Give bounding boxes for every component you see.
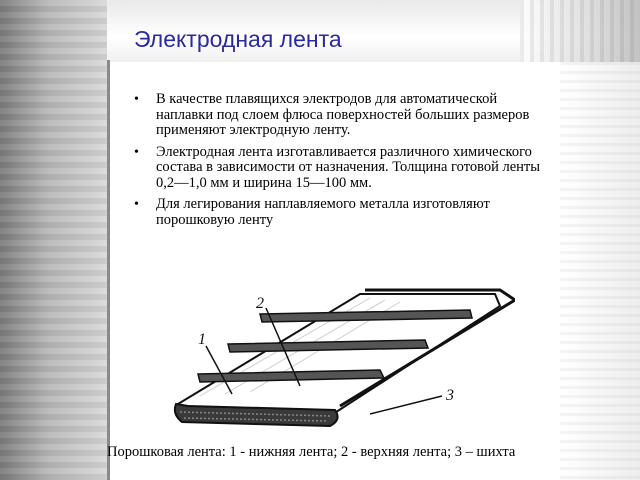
bullet-text: Электродная лента изготавливается различного химического состава в зависимости от назначения. Толщина готовой ленты 0,2—1,0 мм и ширина 15—100 мм. <box>156 143 540 191</box>
left-decorative-panel <box>0 0 107 480</box>
figure-caption: Порошковая лента: 1 - нижняя лента; 2 - верхняя лента; 3 – шихта <box>107 444 516 460</box>
bullet-item <box>130 145 550 192</box>
figure-label-3: 3 <box>446 387 454 404</box>
bullet-icon: • <box>134 144 139 160</box>
slide-title: Электродная лента <box>134 26 342 52</box>
powder-tape-diagram <box>170 286 515 434</box>
bullet-icon: • <box>134 197 139 212</box>
bullet-text: Для легирования наплавляемого металла изготовляют порошковую ленту <box>156 196 490 228</box>
building-decoration <box>520 0 640 62</box>
figure-label-2: 2 <box>256 295 264 312</box>
vertical-divider <box>107 60 110 480</box>
right-decorative-strip <box>560 62 640 480</box>
bullet-item <box>130 197 550 228</box>
bullet-item <box>130 92 550 139</box>
bullet-text: В качестве плавящихся электродов для автоматической наплавки под слоем флюса поверхностей больших размеров применяют электродную ленту. <box>156 91 530 138</box>
bullet-icon: • <box>134 92 139 107</box>
bullet-list <box>130 92 550 234</box>
figure-label-1: 1 <box>198 331 206 348</box>
